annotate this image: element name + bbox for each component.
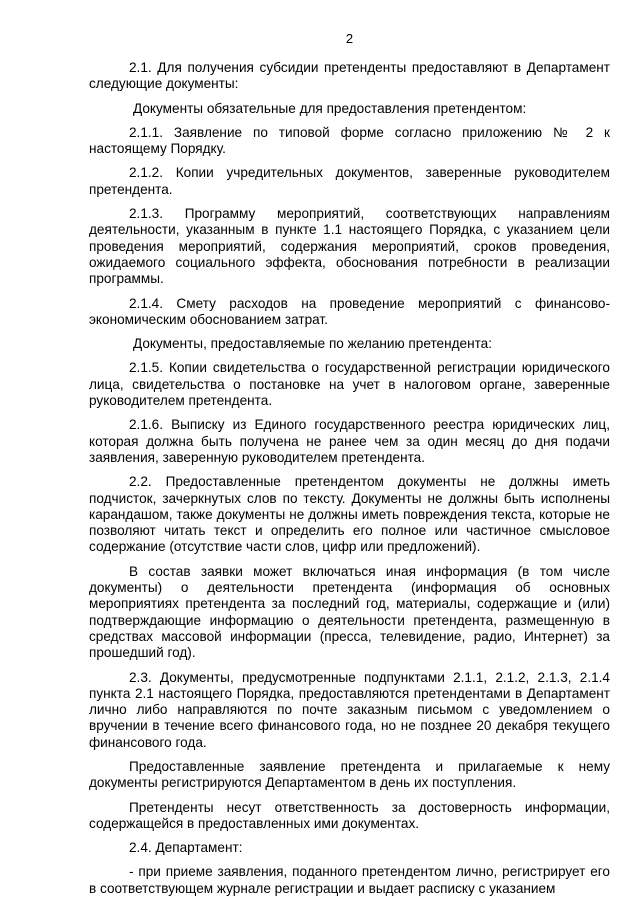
paragraph-2-1: 2.1. Для получения субсидии претенденты предоставляют в Департамент следующие документы:	[89, 60, 610, 92]
paragraph-responsibility: Претенденты несут ответственность за достоверность информации, содержащейся в предоставленных ими документах.	[89, 799, 610, 831]
paragraph-2-1-4: 2.1.4. Смету расходов на проведение мероприятий с финансово-экономическим обоснованием затрат.	[89, 295, 610, 327]
paragraph-2-4-item: - при приеме заявления, поданного претендентом лично, регистрирует его в соответствующем журнале регистрации и выдает расписку с указанием	[89, 864, 610, 896]
paragraph-registration: Предоставленные заявление претендента и прилагаемые к нему документы регистрируются Департаментом в день их поступления.	[89, 758, 610, 791]
paragraph-2-4: 2.4. Департамент:	[129, 840, 243, 856]
paragraph-2-2: 2.2. Предоставленные претендентом документы не должны иметь подчисток, зачеркнутых слов по тексту. Документы не должны быть исполнены карандашом, также документы не должны иметь повреждения текста, которые не позволяют читать текст и определить его полное или частичное смысловое содержание (отсутствие части слов, цифр или предложений).	[89, 474, 610, 555]
paragraph-additional-info: В состав заявки может включаться иная информация (в том числе документы) о деятельности претендента (информация об основных мероприятиях претендента за последний год, материалы, содержащие и (или) подтверждающие информацию о деятельности претендента, размещенную в средствах массовой информации (пресса, телевидение, радио, Интернет) за прошедший год).	[89, 563, 610, 661]
paragraph-2-1-3: 2.1.3. Программу мероприятий, соответствующих направлениям деятельности, указанным в пункте 1.1 настоящего Порядка, с указанием цели проведения мероприятий, содержания мероприятий, сроков проведения, ожидаемого социального эффекта, обоснования потребности в реализации программы.	[89, 206, 610, 287]
document-page	[89, 0, 610, 905]
paragraph-2-1-5: 2.1.5. Копии свидетельства о государственной регистрации юридического лица, свидетельства о постановке на учет в налоговом органе, заверенные руководителем претендента.	[89, 360, 610, 409]
page-number: 2	[345, 31, 354, 46]
paragraph-2-3: 2.3. Документы, предусмотренные подпунктами 2.1.1, 2.1.2, 2.1.3, 2.1.4 пункта 2.1 настоящего Порядка, предоставляются претендентами в Департамент лично либо направляются по почте заказным письмом с уведомлением о вручении в течение всего финансового года, но не позднее 20 декабря текущего финансового года.	[89, 669, 610, 750]
document-body	[89, 60, 610, 905]
optional-documents-note: Документы, предоставляемые по желанию претендента:	[133, 336, 492, 352]
paragraph-2-1-2: 2.1.2. Копии учредительных документов, заверенные руководителем претендента.	[89, 165, 610, 197]
paragraph-2-1-6: 2.1.6. Выписку из Единого государственного реестра юридических лиц, которая должна быть получена не ранее чем за один месяц до дня подачи заявления, заверенную руководителем претендента.	[89, 417, 610, 465]
paragraph-2-1-1: 2.1.1. Заявление по типовой форме согласно приложению № 2 к настоящему Порядку.	[89, 124, 610, 157]
required-documents-note: Документы обязательные для предоставления претендентом:	[133, 100, 527, 116]
